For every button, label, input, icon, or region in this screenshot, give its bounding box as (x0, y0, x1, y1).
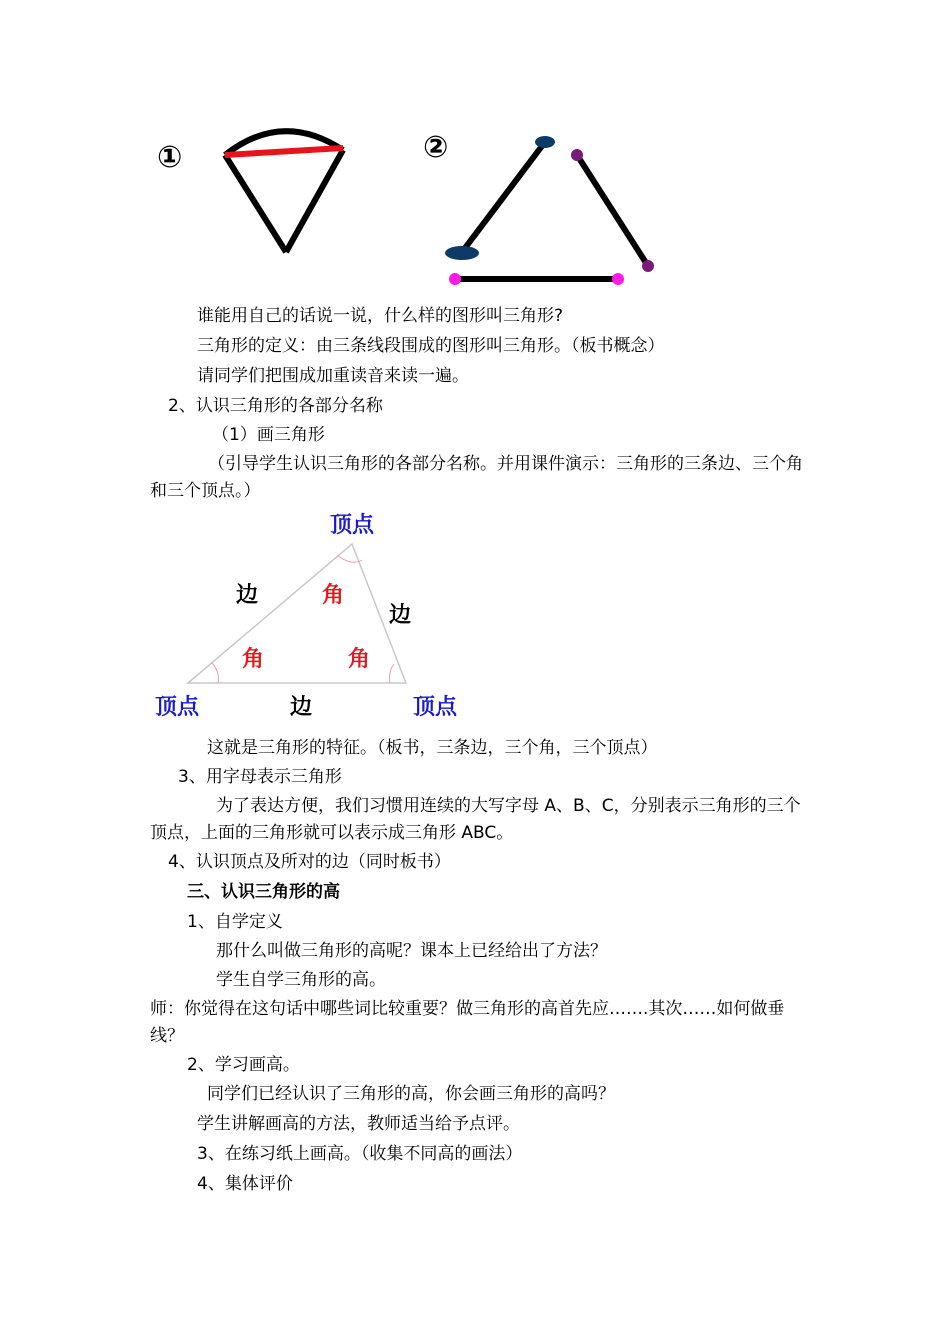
section-heading-height: 三、认识三角形的高 (187, 882, 340, 902)
figure-2-shape (445, 136, 654, 285)
label-vertex-right: 顶点 (413, 695, 458, 720)
heading-letters: 3、用字母表示三角形 (178, 767, 342, 787)
label-vertex-top: 顶点 (330, 513, 375, 538)
label-angle-left: 角 (242, 647, 265, 672)
labeled-triangle (188, 544, 406, 683)
label-side-left: 边 (236, 583, 259, 608)
paragraph-definition: 三角形的定义：由三条线段围成的图形叫三角形。（板书概念） (197, 336, 665, 356)
heading-vertex-opposite-side: 4、认识顶点及所对的边（同时板书） (168, 852, 451, 872)
paragraph-self-study: 学生自学三角形的高。 (216, 970, 386, 990)
paragraph-what-is-height: 那什么叫做三角形的高呢？课本上已经给出了方法？ (216, 941, 607, 961)
paragraph-features: 这就是三角形的特征。（板书，三条边，三个角，三个顶点） (207, 738, 658, 758)
paragraph-question: 谁能用自己的话说一说，什么样的图形叫三角形? (197, 306, 564, 326)
red-chord-line (225, 148, 343, 155)
paragraph-explain-method: 学生讲解画高的方法，教师适当给予点评。 (197, 1114, 520, 1134)
label-side-right: 边 (389, 603, 412, 628)
paragraph-guide-students: （引导学生认识三角形的各部分名称。并用课件演示：三角形的三条边、三个角和三个顶点。） (150, 454, 803, 501)
paragraph-read-aloud: 请同学们把围成加重读音来读一遍。 (197, 366, 469, 386)
label-vertex-left: 顶点 (155, 695, 200, 720)
figure-2-number: ② (423, 130, 449, 165)
heading-practice: 3、在练习纸上画高。（收集不同高的画法） (197, 1144, 523, 1164)
subheading-draw-triangle: （1）画三角形 (212, 425, 325, 445)
label-side-bottom: 边 (290, 695, 313, 720)
label-angle-right: 角 (348, 647, 371, 672)
heading-group-evaluation: 4、集体评价 (197, 1174, 293, 1194)
paragraph-teacher-question: 师：你觉得在这句话中哪些词比较重要？做三角形的高首先应…….其次……如何做垂线？ (150, 999, 785, 1046)
figure-1-shape (225, 131, 343, 252)
heading-learn-draw-height: 2、学习画高。 (187, 1055, 300, 1075)
paragraph-can-draw: 同学们已经认识了三角形的高，你会画三角形的高吗？ (207, 1084, 615, 1104)
heading-parts-names: 2、认识三角形的各部分名称 (168, 396, 383, 416)
figure-1-number: ① (157, 140, 183, 175)
paragraph-letters: 为了表达方便，我们习惯用连续的大写字母 A、B、C，分别表示三角形的三个顶点，上面的三角形就可以表示成三角形 ABC。 (150, 796, 801, 843)
label-angle-top: 角 (322, 583, 345, 608)
heading-self-study: 1、自学定义 (187, 912, 283, 932)
